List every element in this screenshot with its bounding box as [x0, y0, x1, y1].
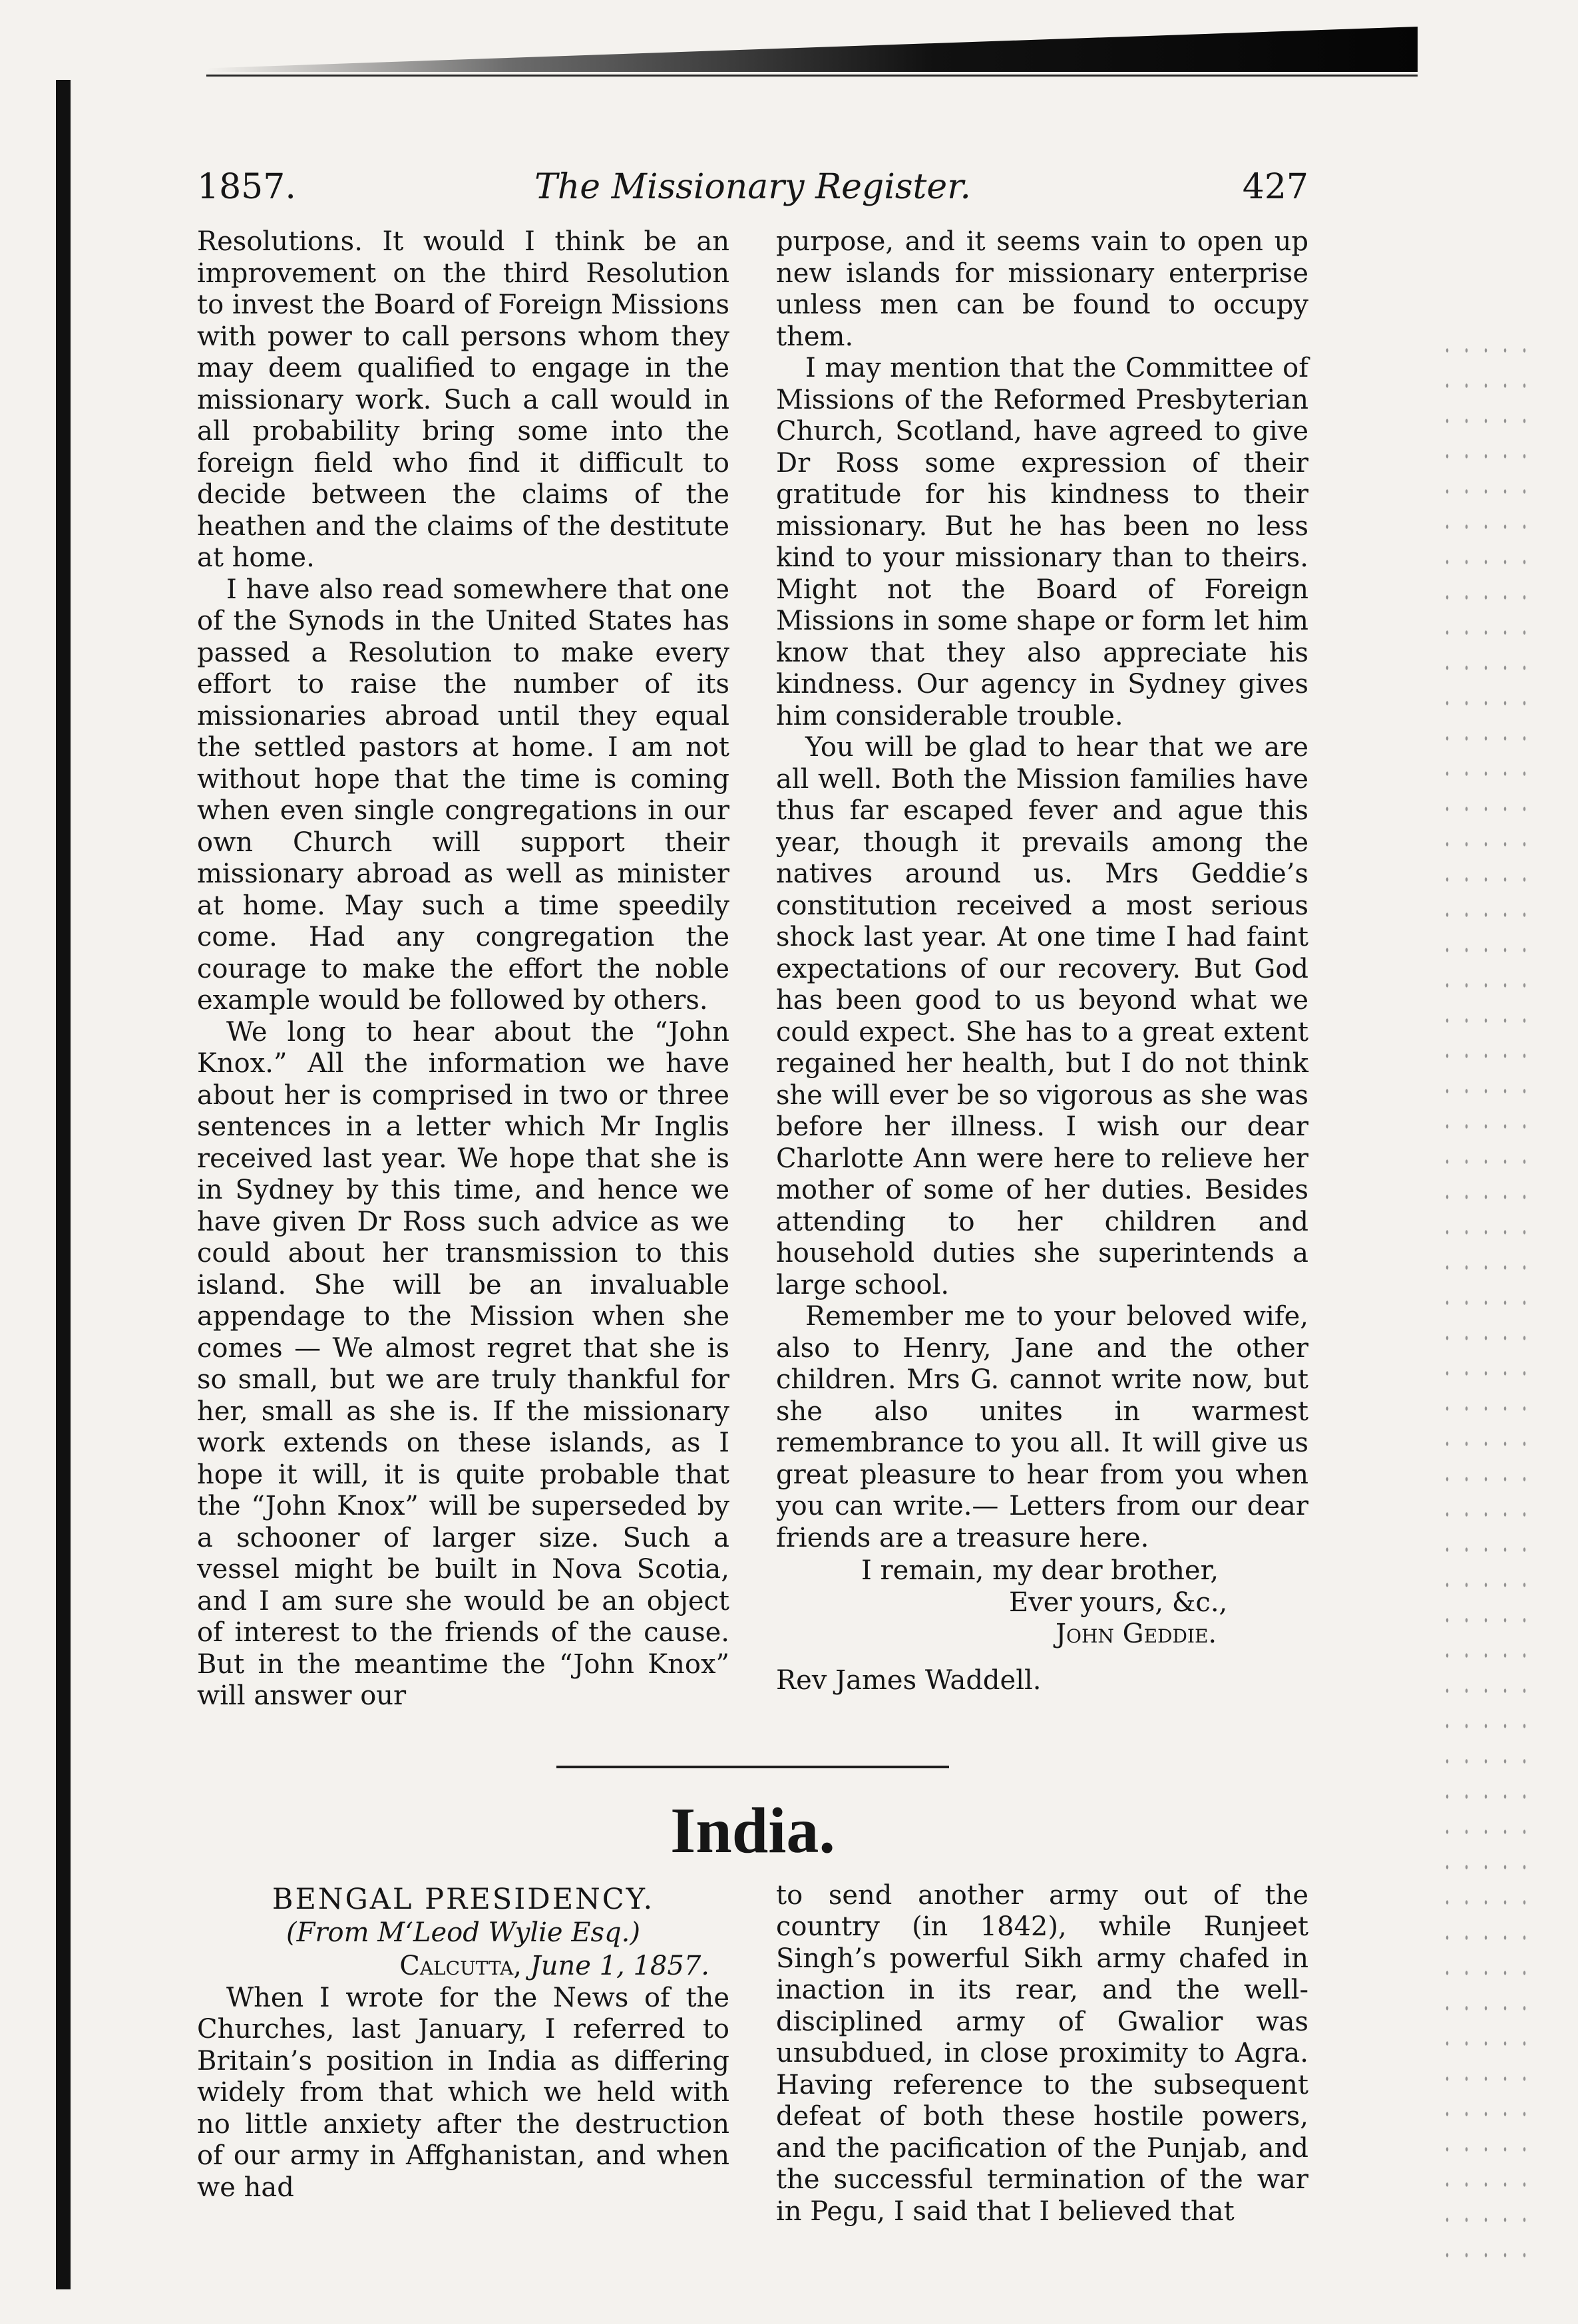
india-right-column — [776, 1880, 1308, 2228]
section-divider — [556, 1766, 949, 1768]
closing-line: Ever yours, &c., — [1009, 1587, 1228, 1618]
scan-top-rule — [206, 75, 1418, 77]
paragraph: We long to hear about the “John Knox.” All the information we have about her is comprised in two or three sentences in a letter which Mr Inglis received last year. We hope that she is in Sydney by this time, and hence we have given Dr Ross such advice as we could about her transmission to this island. She will be an invaluable appendage to the Mission when she comes — We almost regret that she is so small, but we are truly thankful for her, small as she is. If the missionary work extends on these islands, as I hope it will, it is quite probable that the “John Knox” will be superseded by a schooner of larger size. Such a vessel might be built in Nova Scotia, and I am sure she would be an object of interest to the friends of the cause. But in the meantime the “John Knox” will answer our — [197, 1016, 729, 1711]
section-title: India. — [670, 1794, 835, 1867]
dateline-place: Calcutta, — [399, 1950, 522, 1981]
paragraph: purpose, and it seems vain to open up new islands for missionary enterprise unless men can be found to occupy them. — [776, 226, 1308, 352]
letter-body — [197, 226, 1308, 1712]
addressee: Rev James Waddell. — [776, 1664, 1042, 1696]
letter-left-column — [197, 226, 729, 1712]
header-journal-title: The Missionary Register. — [534, 167, 971, 207]
scan-edge-shadow — [206, 27, 1418, 72]
paragraph: When I wrote for the News of the Churches, last January, I referred to Britain’s position in India as differing widely from that which we held with no little anxiety after the destruction of our army in Affghanistan, and when we had — [197, 1982, 729, 2203]
header-page-number: 427 — [1242, 167, 1308, 207]
running-header — [197, 160, 1308, 214]
letter-closing — [776, 1555, 1308, 1650]
paragraph: You will be glad to hear that we are all well. Both the Mission families have thus far escaped fever and ague this year, though it prevails among the natives around us. Mrs Geddie’s constitution received a most serious shock last year. At one time I had faint expectations of our recovery. But God has been good to us beyond what we could expect. She has to a great extent regained her health, but I do not think she will ever be so vigorous as she was before her illness. I wish our dear Charlotte Ann were here to relieve her mother of some of her duties. Besides attending to her children and household duties she superintends a large school. — [776, 732, 1308, 1300]
header-year: 1857. — [197, 167, 296, 207]
sub-heading: BENGAL PRESIDENCY. — [272, 1882, 655, 1916]
paragraph: I may mention that the Committee of Missions of the Reformed Presbyterian Church, Scotland, have agreed to give Dr Ross some expression of their gratitude for his kindness to their missionary. But he has been no less kind to your missionary than to theirs. Might not the Board of Foreign Missions in some shape or form let him know that they also appreciate his kindness. Our agency in Sydney gives him considerable trouble. — [776, 353, 1308, 731]
paragraph: Resolutions. It would I think be an improvement on the third Resolution to invest the Board of Foreign Missions with power to call persons whom they may deem qualified to engage in the missionary work. Such a call would in all probability bring some into the foreign field who find it difficult to decide between the claims of the heathen and the claims of the destitute at home. — [197, 226, 729, 573]
scan-noise — [1438, 333, 1531, 2263]
paragraph: to send another army out of the country (in 1842), while Runjeet Singh’s powerful Sikh army chafed in inaction in its rear, and the well-disciplined army of Gwalior was unsubdued, in close proximity to Agra. Having reference to the subsequent defeat of both these hostile powers, and the pacification of the Punjab, and the successful termination of the war in Pegu, I said that I believed that — [776, 1879, 1308, 2227]
india-left-column — [197, 1880, 729, 2228]
closing-line: I remain, my dear brother, — [861, 1555, 1219, 1586]
signature: John Geddie. — [1056, 1619, 1217, 1649]
dateline — [197, 1949, 729, 1983]
source-line: (From M‘Leod Wylie Esq.) — [286, 1917, 640, 1948]
india-body — [197, 1880, 1308, 2228]
letter-right-column — [776, 226, 1308, 1712]
page — [197, 160, 1308, 2227]
scan-binding-edge — [56, 80, 71, 2289]
paragraph: Remember me to your beloved wife, also to Henry, Jane and the other children. Mrs G. cannot write now, but she also unites in warmest remembrance to you all. It will give us great pleasure to hear from you when you can write.— Letters from our dear friends are a treasure here. — [776, 1301, 1308, 1553]
paragraph: I have also read somewhere that one of the Synods in the United States has passed a Resolution to make every effort to raise the number of its missionaries abroad until they equal the settled pastors at home. I am not without hope that the time is coming when even single congregations in our own Church will support their missionary abroad as well as minister at home. May such a time speedily come. Had any congregation the courage to make the effort the noble example would be followed by others. — [197, 574, 729, 1016]
dateline-date: June 1, 1857. — [530, 1950, 709, 1981]
